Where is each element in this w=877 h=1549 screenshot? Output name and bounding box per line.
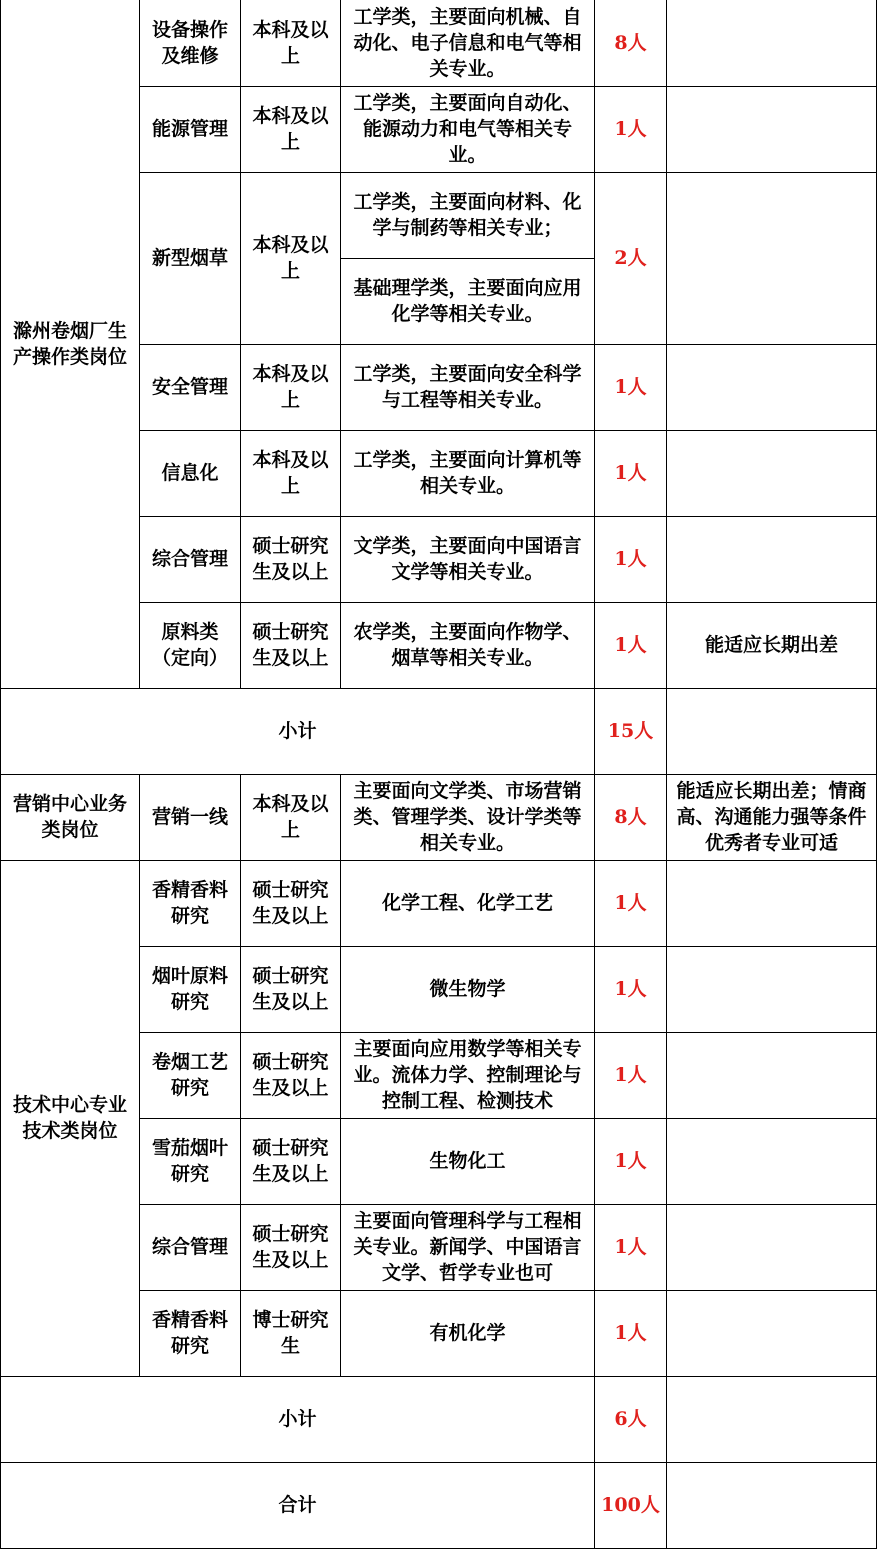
subtotal-label: 小计 [1, 1376, 595, 1462]
major-cell: 有机化学 [341, 1290, 595, 1376]
note-cell [667, 0, 877, 86]
note-cell [667, 946, 877, 1032]
position-cell: 综合管理 [140, 1204, 241, 1290]
note-cell [667, 516, 877, 602]
count-cell: 1人 [595, 516, 667, 602]
position-cell: 能源管理 [140, 86, 241, 172]
position-cell: 综合管理 [140, 516, 241, 602]
count-cell: 1人 [595, 344, 667, 430]
major-cell: 工学类，主要面向计算机等相关专业。 [341, 430, 595, 516]
position-cell: 卷烟工艺研究 [140, 1032, 241, 1118]
major-cell: 主要面向管理科学与工程相关专业。新闻学、中国语言文学、哲学专业也可 [341, 1204, 595, 1290]
table-row [1, 860, 877, 946]
education-cell: 硕士研究生及以上 [241, 602, 341, 688]
note-cell [667, 688, 877, 774]
position-cell: 雪茄烟叶研究 [140, 1118, 241, 1204]
education-cell: 硕士研究生及以上 [241, 516, 341, 602]
education-cell: 本科及以上 [241, 0, 341, 86]
department-cell: 营销中心业务类岗位 [1, 774, 140, 860]
count-cell: 1人 [595, 86, 667, 172]
major-cell: 主要面向应用数学等相关专业。流体力学、控制理论与控制工程、检测技术 [341, 1032, 595, 1118]
education-cell: 硕士研究生及以上 [241, 946, 341, 1032]
major-cell: 工学类，主要面向材料、化学与制药等相关专业； [341, 172, 595, 258]
education-cell: 本科及以上 [241, 86, 341, 172]
count-cell: 1人 [595, 602, 667, 688]
education-cell: 硕士研究生及以上 [241, 1032, 341, 1118]
position-cell: 营销一线 [140, 774, 241, 860]
count-cell: 1人 [595, 860, 667, 946]
total-label: 合计 [1, 1462, 595, 1548]
count-cell: 1人 [595, 1204, 667, 1290]
major-cell: 微生物学 [341, 946, 595, 1032]
note-cell [667, 1376, 877, 1462]
major-cell: 文学类，主要面向中国语言文学等相关专业。 [341, 516, 595, 602]
count-cell: 2人 [595, 172, 667, 344]
education-cell: 本科及以上 [241, 344, 341, 430]
count-cell: 8人 [595, 0, 667, 86]
note-cell [667, 860, 877, 946]
note-cell: 能适应长期出差 [667, 602, 877, 688]
note-cell [667, 172, 877, 344]
note-cell [667, 1462, 877, 1548]
position-cell: 新型烟草 [140, 172, 241, 344]
major-cell: 农学类，主要面向作物学、烟草等相关专业。 [341, 602, 595, 688]
position-cell: 原料类（定向） [140, 602, 241, 688]
count-cell: 1人 [595, 1032, 667, 1118]
position-cell: 安全管理 [140, 344, 241, 430]
education-cell: 本科及以上 [241, 172, 341, 344]
note-cell [667, 1290, 877, 1376]
total-count: 100人 [595, 1462, 667, 1548]
count-cell: 1人 [595, 1290, 667, 1376]
table-row [1, 774, 877, 860]
position-cell: 香精香料研究 [140, 1290, 241, 1376]
note-cell [667, 86, 877, 172]
note-cell [667, 1118, 877, 1204]
department-cell: 技术中心专业技术类岗位 [1, 860, 140, 1376]
position-cell: 烟叶原料研究 [140, 946, 241, 1032]
education-cell: 本科及以上 [241, 774, 341, 860]
note-cell: 能适应长期出差；情商高、沟通能力强等条件优秀者专业可适 [667, 774, 877, 860]
major-cell: 工学类，主要面向安全科学与工程等相关专业。 [341, 344, 595, 430]
position-cell: 香精香料研究 [140, 860, 241, 946]
major-cell: 化学工程、化学工艺 [341, 860, 595, 946]
note-cell [667, 430, 877, 516]
table-row [1, 0, 877, 86]
education-cell: 博士研究生 [241, 1290, 341, 1376]
note-cell [667, 1204, 877, 1290]
position-cell: 设备操作及维修 [140, 0, 241, 86]
major-cell: 生物化工 [341, 1118, 595, 1204]
education-cell: 硕士研究生及以上 [241, 1118, 341, 1204]
count-cell: 1人 [595, 946, 667, 1032]
department-cell: 滁州卷烟厂生产操作类岗位 [1, 0, 140, 688]
major-cell: 工学类，主要面向机械、自动化、电子信息和电气等相关专业。 [341, 0, 595, 86]
note-cell [667, 344, 877, 430]
count-cell: 1人 [595, 430, 667, 516]
education-cell: 本科及以上 [241, 430, 341, 516]
count-cell: 1人 [595, 1118, 667, 1204]
subtotal-count: 6人 [595, 1376, 667, 1462]
subtotal-row [1, 1376, 877, 1462]
education-cell: 硕士研究生及以上 [241, 1204, 341, 1290]
position-cell: 信息化 [140, 430, 241, 516]
education-cell: 硕士研究生及以上 [241, 860, 341, 946]
subtotal-count: 15人 [595, 688, 667, 774]
total-row [1, 1462, 877, 1548]
count-cell: 8人 [595, 774, 667, 860]
subtotal-label: 小计 [1, 688, 595, 774]
major-cell: 基础理学类，主要面向应用化学等相关专业。 [341, 258, 595, 344]
major-cell: 主要面向文学类、市场营销类、管理学类、设计学类等相关专业。 [341, 774, 595, 860]
major-cell: 工学类，主要面向自动化、能源动力和电气等相关专业。 [341, 86, 595, 172]
subtotal-row [1, 688, 877, 774]
note-cell [667, 1032, 877, 1118]
